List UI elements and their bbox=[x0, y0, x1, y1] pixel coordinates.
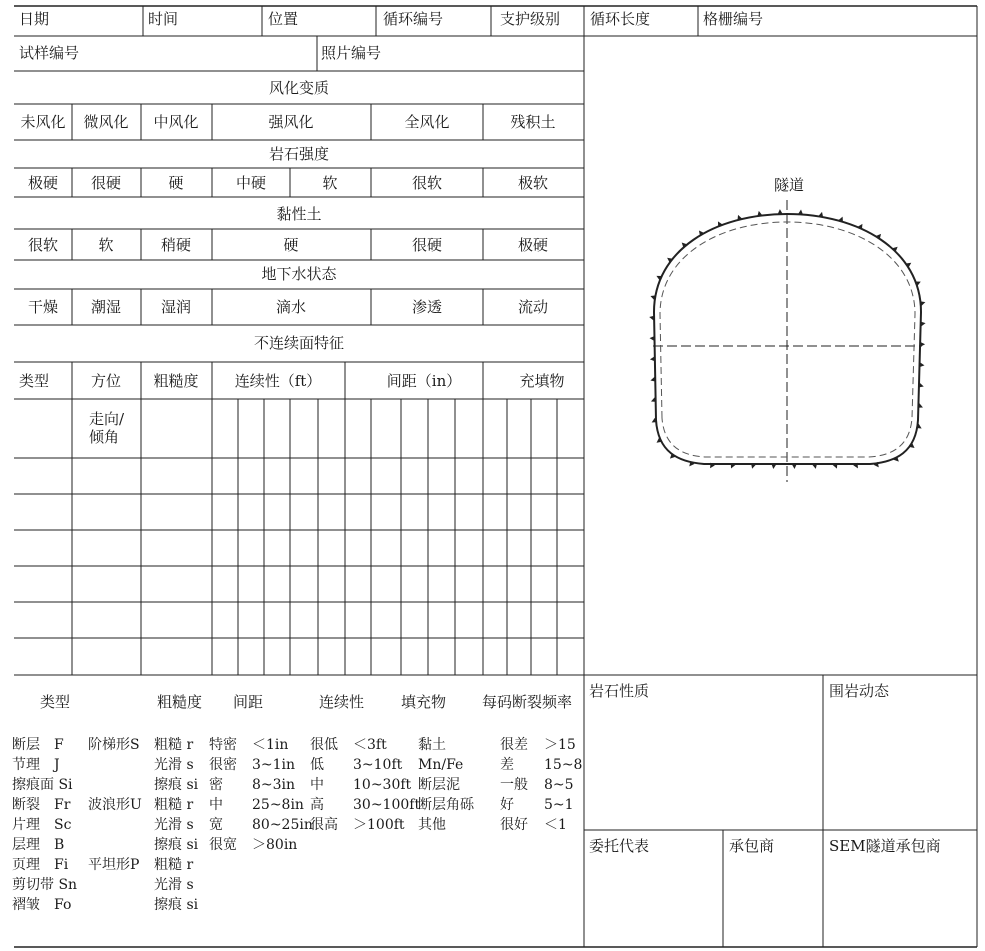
support-marker bbox=[649, 336, 654, 341]
legend-type: 节理 J bbox=[12, 757, 60, 773]
legend-roughness: 擦痕 si bbox=[154, 837, 199, 853]
rock-strength-option: 很软 bbox=[411, 174, 443, 192]
sem-contractor-label: SEM隧道承包商 bbox=[829, 837, 941, 855]
groundwater-option: 湿润 bbox=[160, 298, 192, 316]
column-header-type: 类型 bbox=[19, 372, 50, 390]
support-marker bbox=[920, 342, 925, 347]
legend-header-frequency: 每码断裂频率 bbox=[482, 693, 573, 711]
legend-spacing-values bbox=[252, 735, 313, 855]
groundwater-title: 地下水状态 bbox=[261, 265, 337, 283]
position-label: 位置 bbox=[268, 10, 299, 28]
groundwater-option: 流动 bbox=[517, 298, 549, 316]
legend-frequency-term: 很差 bbox=[500, 737, 528, 753]
legend-spacing-value: ＞80in bbox=[252, 837, 298, 853]
legend-shape: 平坦形P bbox=[88, 857, 140, 873]
contractor-label: 承包商 bbox=[729, 837, 775, 855]
strike-label: 走向/ bbox=[89, 410, 125, 428]
legend-header-continuity: 连续性 bbox=[319, 693, 365, 711]
legend-roughness: 粗糙 r bbox=[154, 857, 194, 873]
legend-spacing-value: 3~1in bbox=[252, 757, 296, 773]
legend-frequency-value: 8~5 bbox=[544, 777, 574, 793]
legend-spacing-value: ＜1in bbox=[252, 737, 289, 753]
weathering-option: 未风化 bbox=[20, 113, 66, 131]
weathering-option: 微风化 bbox=[83, 113, 129, 131]
legend-frequency-value: 5~1 bbox=[544, 797, 574, 813]
rock-strength-option: 很硬 bbox=[90, 174, 122, 192]
column-header-orientation: 方位 bbox=[90, 372, 122, 390]
client-rep-label: 委托代表 bbox=[589, 837, 650, 855]
legend-spacing-term: 中 bbox=[209, 797, 223, 813]
legend-header-roughness: 粗糙度 bbox=[157, 693, 203, 711]
cohesive-soil-title: 黏性土 bbox=[276, 205, 322, 223]
legend-spacing-terms bbox=[209, 735, 237, 855]
legend-continuity-term: 很高 bbox=[310, 817, 338, 833]
rock-strength-option: 极硬 bbox=[27, 174, 59, 192]
legend-frequency-value: ＞15 bbox=[544, 737, 576, 753]
support-marker bbox=[650, 356, 655, 361]
legend-continuity-value: ＜3ft bbox=[353, 737, 387, 753]
legend-roughness: 光滑 s bbox=[154, 877, 194, 893]
groundwater-option: 渗透 bbox=[411, 298, 443, 316]
support-marker bbox=[920, 322, 925, 327]
groundwater-option: 滴水 bbox=[275, 298, 307, 316]
legend-frequency-value: ＜1 bbox=[544, 817, 567, 833]
legend-continuity-value: 3~10ft bbox=[353, 757, 403, 773]
legend-type: 层理 B bbox=[12, 837, 65, 853]
column-header-continuity: 连续性（ft） bbox=[234, 372, 322, 390]
legend-roughness-list bbox=[154, 735, 198, 915]
legend-filling: 断层泥 bbox=[418, 777, 460, 793]
rock-nature-label: 岩石性质 bbox=[589, 682, 650, 700]
legend-continuity-value: 30~100ft bbox=[353, 797, 421, 813]
legend-filling: Mn/Fe bbox=[418, 757, 464, 773]
legend-header-filling: 填充物 bbox=[401, 693, 447, 711]
cohesive-soil-option: 很硬 bbox=[411, 236, 443, 254]
support-marker bbox=[792, 464, 797, 469]
legend-shape: 波浪形U bbox=[88, 797, 142, 813]
cycle-length-label: 循环长度 bbox=[590, 10, 651, 28]
legend-type: 擦痕面 Si bbox=[12, 777, 73, 793]
legend-continuity-values bbox=[353, 735, 420, 835]
weathering-option: 强风化 bbox=[268, 113, 314, 131]
legend-type: 断层 F bbox=[12, 737, 64, 753]
groundwater-option: 干燥 bbox=[27, 298, 59, 316]
tunnel-label: 隧道 bbox=[773, 176, 805, 194]
legend-frequency-terms bbox=[500, 735, 528, 835]
legend-continuity-value: ＞100ft bbox=[353, 817, 405, 833]
legend-continuity-term: 低 bbox=[310, 757, 324, 773]
weathering-title: 风化变质 bbox=[268, 79, 330, 97]
support-level-label: 支护级别 bbox=[500, 10, 561, 28]
legend-type: 剪切带 Sn bbox=[12, 877, 78, 893]
weathering-option: 中风化 bbox=[153, 113, 199, 131]
legend-type: 褶皱 Fo bbox=[12, 897, 72, 913]
legend-spacing-term: 很宽 bbox=[209, 837, 237, 853]
rock-strength-title: 岩石强度 bbox=[268, 145, 330, 163]
legend-continuity-terms bbox=[310, 735, 338, 835]
legend-frequency-term: 好 bbox=[500, 797, 514, 813]
legend-roughness: 光滑 s bbox=[154, 817, 194, 833]
legend-roughness: 擦痕 si bbox=[154, 897, 199, 913]
rock-strength-option: 软 bbox=[322, 174, 338, 192]
legend-spacing-value: 8~3in bbox=[252, 777, 296, 793]
legend-fillings bbox=[418, 735, 474, 835]
legend-type: 断裂 Fr bbox=[12, 797, 71, 813]
column-header-roughness: 粗糙度 bbox=[153, 372, 199, 390]
cycle-no-label: 循环编号 bbox=[383, 10, 444, 28]
legend-type: 页理 Fi bbox=[12, 857, 69, 873]
column-header-spacing: 间距（in） bbox=[386, 372, 462, 390]
legend-filling: 黏土 bbox=[418, 737, 446, 753]
cohesive-soil-option: 稍硬 bbox=[160, 236, 192, 254]
legend-spacing-term: 特密 bbox=[209, 737, 237, 753]
surrounding-rock-label: 围岩动态 bbox=[829, 682, 890, 700]
groundwater-option: 潮湿 bbox=[90, 298, 122, 316]
legend-spacing-term: 密 bbox=[209, 777, 223, 793]
legend-type: 片理 Sc bbox=[12, 817, 72, 833]
legend-shape: 阶梯形S bbox=[88, 737, 140, 753]
legend-frequency-values bbox=[544, 735, 582, 835]
weathering-option: 残积土 bbox=[510, 113, 556, 131]
legend-roughness: 粗糙 r bbox=[154, 797, 194, 813]
legend-frequency-term: 一般 bbox=[500, 777, 528, 793]
legend-spacing-value: 25~8in bbox=[252, 797, 304, 813]
legend-spacing-term: 很密 bbox=[209, 757, 237, 773]
date-label: 日期 bbox=[19, 10, 50, 28]
cohesive-soil-option: 极硬 bbox=[517, 236, 549, 254]
legend-frequency-value: 15~8 bbox=[544, 757, 583, 773]
legend-frequency-term: 差 bbox=[500, 757, 514, 773]
legend-spacing-term: 宽 bbox=[209, 817, 223, 833]
discontinuity-title: 不连续面特征 bbox=[253, 334, 345, 352]
weathering-option: 全风化 bbox=[404, 113, 450, 131]
rock-strength-option: 极软 bbox=[517, 174, 549, 192]
rock-strength-option: 中硬 bbox=[235, 174, 267, 192]
legend-roughness: 擦痕 si bbox=[154, 777, 199, 793]
legend-types-list bbox=[12, 735, 77, 915]
grid-no-label: 格栅编号 bbox=[703, 10, 764, 28]
sample-no-label: 试样编号 bbox=[19, 44, 80, 62]
legend-spacing-value: 80~25in bbox=[252, 817, 313, 833]
time-label: 时间 bbox=[148, 10, 179, 28]
support-marker bbox=[919, 362, 924, 367]
rock-strength-option: 硬 bbox=[168, 174, 184, 192]
support-marker bbox=[778, 209, 783, 214]
legend-continuity-value: 10~30ft bbox=[353, 777, 412, 793]
legend-header-type: 类型 bbox=[40, 693, 71, 711]
legend-filling: 其他 bbox=[418, 817, 446, 833]
legend-roughness: 光滑 s bbox=[154, 757, 194, 773]
legend-continuity-term: 中 bbox=[310, 777, 324, 793]
cohesive-soil-option: 软 bbox=[98, 236, 114, 254]
legend-header-spacing: 间距 bbox=[233, 693, 264, 711]
legend-frequency-term: 很好 bbox=[500, 817, 528, 833]
photo-no-label: 照片编号 bbox=[321, 44, 382, 62]
cohesive-soil-option: 硬 bbox=[283, 236, 299, 254]
legend-continuity-term: 很低 bbox=[310, 737, 338, 753]
cohesive-soil-option: 很软 bbox=[27, 236, 59, 254]
legend-filling: 断层角砾 bbox=[418, 797, 474, 813]
legend-continuity-term: 高 bbox=[310, 797, 324, 813]
legend-roughness: 粗糙 r bbox=[154, 737, 194, 753]
support-marker bbox=[771, 464, 776, 469]
dip-label: 倾角 bbox=[89, 428, 120, 446]
support-marker bbox=[798, 209, 803, 214]
column-header-filling: 充填物 bbox=[519, 372, 565, 390]
